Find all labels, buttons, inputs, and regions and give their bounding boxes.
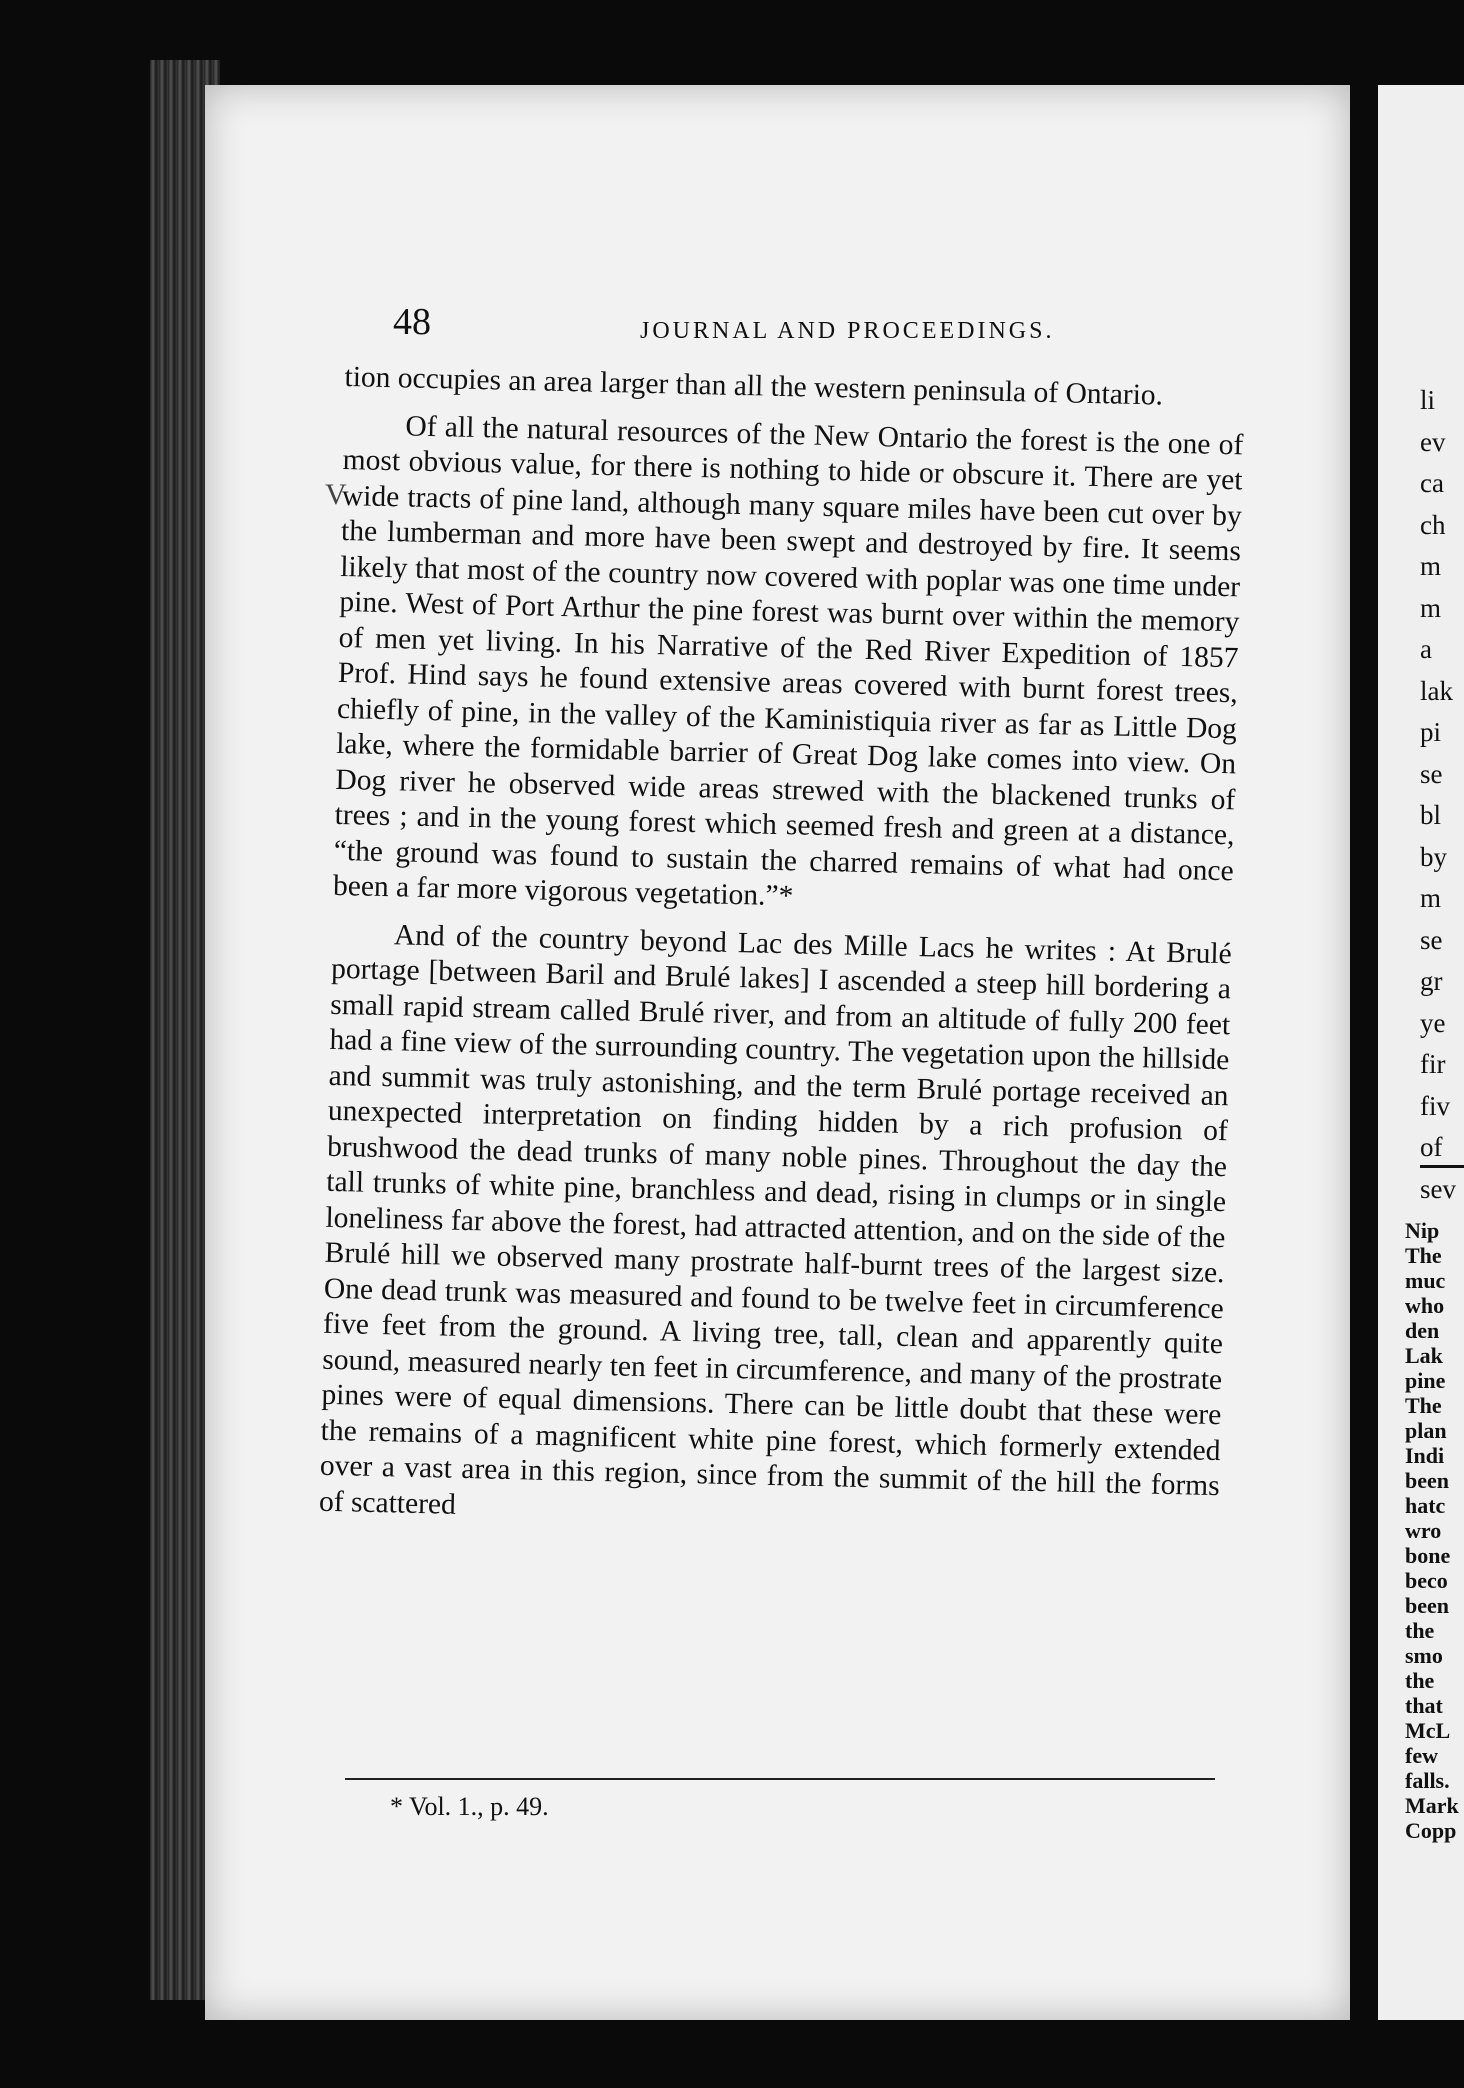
right-page-line: gr [1420, 966, 1443, 996]
right-page-footnote-line: Nip [1405, 1218, 1440, 1243]
right-page-footnote-line: smo [1405, 1643, 1443, 1668]
right-page-line: ye [1420, 1007, 1446, 1038]
right-page-footnote-line: pine [1405, 1368, 1446, 1393]
right-page-line: ca [1420, 468, 1444, 498]
margin-mark: V [325, 478, 347, 511]
right-page-footnote-line: who [1405, 1293, 1445, 1318]
paragraph: tion occupies an area larger than all the western peninsula of Ontario. [344, 360, 1164, 412]
right-page-footnote-line: hatc [1405, 1493, 1446, 1518]
right-page-line: ev [1420, 426, 1446, 457]
right-page-line: of [1420, 1132, 1443, 1162]
right-page-line: sev [1420, 1173, 1456, 1204]
right-page-footnote-line: plan [1405, 1418, 1447, 1443]
right-page-footnote-line: Mark [1405, 1793, 1459, 1818]
right-page-line: fiv [1420, 1090, 1450, 1121]
right-page-footnote-line: McL [1405, 1718, 1451, 1743]
right-page-footnote-line: been [1405, 1468, 1449, 1493]
footnote-rule [345, 1778, 1215, 1780]
right-page-footnote-line: Lak [1405, 1343, 1443, 1368]
right-page-rule [1420, 1165, 1464, 1168]
right-page-footnote-line: the [1405, 1668, 1435, 1693]
right-page-footnote-line: Indi [1405, 1443, 1445, 1468]
right-page-footnote-line: muc [1405, 1268, 1446, 1293]
right-page-footnote-line: that [1405, 1693, 1443, 1718]
right-page-line: pi [1420, 717, 1442, 747]
right-page-footnote-line: the [1405, 1618, 1435, 1643]
right-page-line: by [1420, 841, 1447, 872]
right-page-line: bl [1420, 800, 1442, 830]
right-page-footnote-line: Copp [1405, 1818, 1457, 1843]
right-page-line: fir [1420, 1049, 1446, 1079]
right-page-footnote-line: The [1405, 1243, 1442, 1268]
right-page-footnote-line: few [1405, 1743, 1438, 1768]
right-page-footnote-line: been [1405, 1593, 1449, 1618]
right-page-line: m [1420, 883, 1442, 913]
right-page-line: ch [1420, 509, 1446, 540]
right-page-footnote-line: beco [1405, 1568, 1448, 1593]
page-number: 48 [393, 301, 431, 343]
right-page-line: se [1420, 924, 1443, 955]
right-page-footnote-line: falls. [1405, 1768, 1450, 1793]
body-text [319, 360, 1245, 1540]
right-page-line: m [1420, 592, 1442, 623]
right-page-line: m [1420, 551, 1442, 581]
right-page-footnote-line: bone [1405, 1543, 1451, 1568]
right-page-footnote-line: den [1405, 1318, 1440, 1343]
right-page-line: a [1420, 634, 1432, 664]
right-page-line: se [1420, 758, 1443, 789]
right-page-line: lak [1420, 675, 1453, 706]
right-page-footnote-line: The [1405, 1393, 1442, 1418]
running-head: JOURNAL AND PROCEEDINGS. [640, 318, 1055, 344]
footnote: * Vol. 1., p. 49. [390, 1792, 549, 1821]
right-page-footnote-line: wro [1405, 1518, 1442, 1543]
paragraph: And of the country beyond Lac des Mille Lacs he writes : At Brulé portage [between Baril and Brulé lakes] I ascended a steep hill bordering a small rapid stream called Brulé river, and from an altitude of fully 200 feet had a fine view of the surrounding country. The vegetation upon the hillside and summit was truly astonishing, and the term Brulé portage received an unexpected interpretation on finding hidden by a rich profusion of brushwood the dead trunks of many noble pines. Throughout the day the tall trunks of white pine, branchless and dead, rising in clumps or in single loneliness far above the forest, had attracted attention, and on the side of the Brulé hill we observed many prostrate half-burnt trees of the largest size. One dead trunk was measured and found to be twelve feet in circumference five feet from the ground. A living tree, tall, clean and apparently quite sound, measured nearly ten feet in circumference, and many of the prostrate pines were of equal dimensions. There can be little doubt that these were the remains of a magnificent white pine forest, which formerly extended over a vast area in this region, since from the summit of the hill the forms of scattered [318, 918, 1233, 1521]
right-page-line: li [1420, 385, 1436, 415]
paragraph: Of all the natural resources of the New Ontario the forest is the one of most obvious value, for there is nothing to hide or obscure it. There are yet wide tracts of pine land, although many square miles have been cut over by the lumberman and more have been swept and destroyed by fire. It seems likely that most of the country now covered with poplar was one time under pine. West of Port Arthur the pine forest was burnt over within the memory of men yet living. In his Narrative of the Red River Expedition of 1857 Prof. Hind says he found extensive areas covered with burnt forest trees, chiefly of pine, in the valley of the Kaministiquia river as far as Little Dog lake, where the formidable barrier of Great Dog lake comes into view. On Dog river he observed wide areas strewed with the blackened trunks of trees ; and in the young forest which seemed fresh and green at a distance, “the ground was found to sustain the charred remains of what had once been a far more vigorous vegetation.”* [332, 409, 1244, 913]
